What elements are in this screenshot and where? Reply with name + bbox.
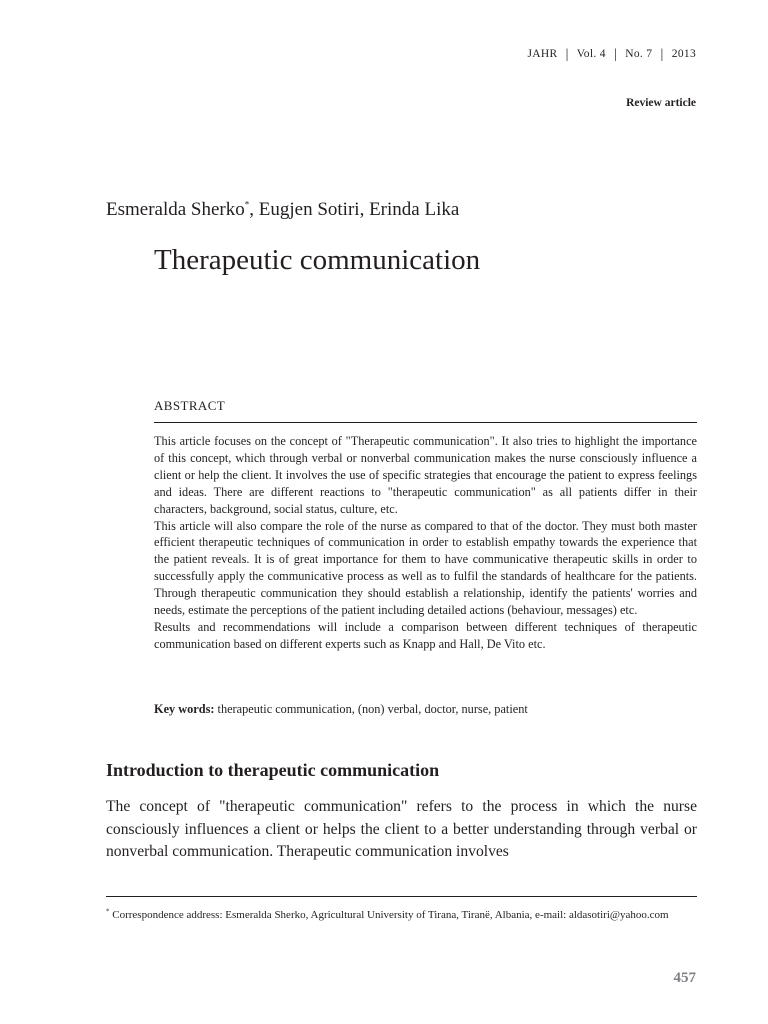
abstract-label: ABSTRACT [154,398,226,413]
footnote-mark: * [106,907,110,916]
journal-name: JAHR [527,48,558,60]
keywords-list: therapeutic communication, (non) verbal, doctor, nurse, patient [217,702,528,716]
footnote [106,908,697,923]
page-number: 457 [673,970,696,986]
separator: | [565,47,569,62]
journal-citation [527,46,696,62]
separator: | [660,47,664,62]
correspondence-mark: * [244,199,250,210]
other-authors: , Eugjen Sotiri, Erinda Lika [249,199,460,220]
footnote-text: Correspondence address: Esmeralda Sherko, Agricultural University of Tirana, Tiranë, Albania, e-mail: aldasotiri@yahoo.com [109,909,669,921]
abstract-divider [154,422,697,423]
abstract-body [154,433,697,653]
journal-year: 2013 [671,48,696,60]
journal-number: No. 7 [625,48,653,60]
first-author: Esmeralda Sherko [106,199,245,220]
section-heading: Introduction to therapeutic communication [106,760,440,780]
article-title: Therapeutic communication [154,244,481,276]
keywords-label: Key words: [154,702,215,716]
separator: | [613,47,618,62]
abstract-paragraph: This article focuses on the concept of "Therapeutic communication". It also tries to highlight the importance of this concept, which through verbal or nonverbal communication makes the nurse consciously influence a client or help the client. It involves the use of specific strategies that encourage the patient to express feelings and ideas. There are different reactions to "therapeutic communication" as all patients differ in their characters, background, social status, culture, etc. [154,434,697,516]
keywords [154,702,697,717]
body-paragraph: The concept of "therapeutic communication" refers to the process in which the nurse consciously influences a client or helps the client to a better understanding through verbal or nonverbal communication. Therapeutic communication involves [106,798,697,861]
abstract-paragraph: This article will also compare the role of the nurse as compared to that of the doctor. They must both master efficient therapeutic techniques of communication in order to establish empathy towards the experience that the patient reveals. It is of great importance for them to have communicative therapeutic skills in order to successfully apply the communicative process as well as to fulfil the standards of healthcare for the patients. Through therapeutic communication they should establish a relationship, identify the patients' worries and needs, estimate the perceptions of the patient including detailed actions (behaviour, messages) etc. [154,518,697,618]
abstract-paragraph: Results and recommendations will include a comparison between different techniques of therapeutic communication based on different experts such as Knapp and Hall, De Vito etc. [154,619,697,651]
footnote-divider [106,896,697,897]
author-list [106,199,459,221]
article-type: Review article [626,97,696,109]
journal-volume: Vol. 4 [576,48,606,60]
